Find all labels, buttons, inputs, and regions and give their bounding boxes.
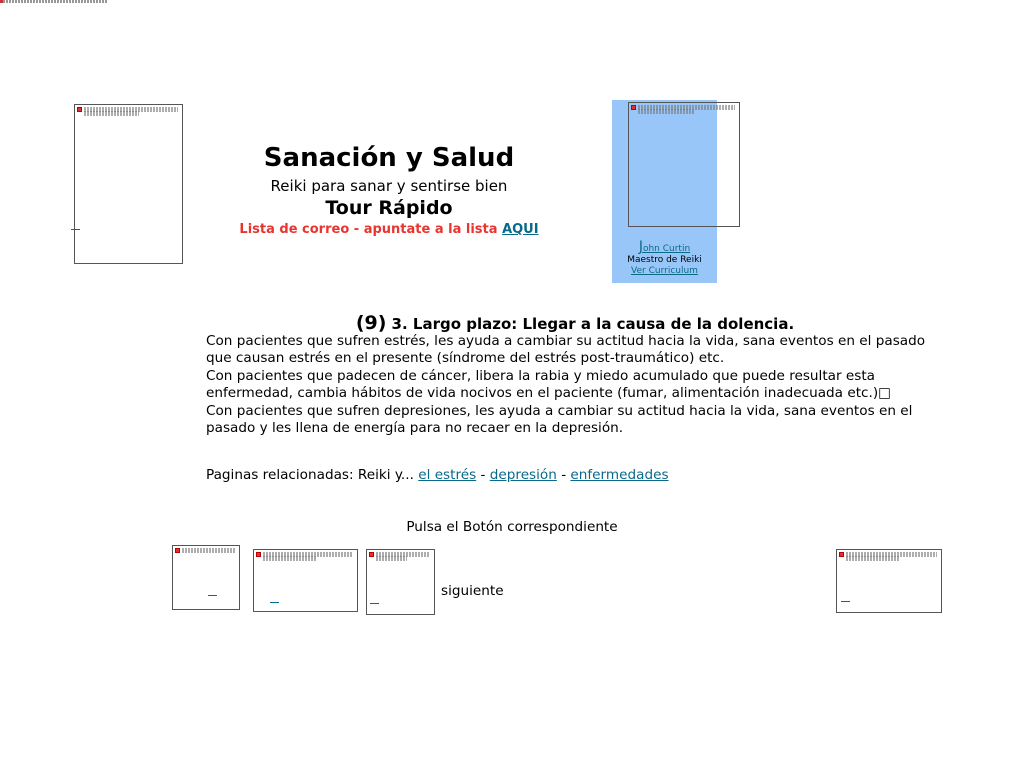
broken-image-icon (256, 552, 261, 557)
mailing-list-link[interactable]: AQUI (502, 222, 539, 237)
page-subtitle: Reiki para sanar y sentirse bien (270, 177, 508, 195)
author-name: ohn Curtin (642, 244, 691, 254)
nav-instruction: Pulsa el Botón correspondiente (406, 519, 618, 535)
related-link-depression[interactable]: depresión (489, 467, 557, 483)
paragraph-cancer (206, 368, 941, 403)
image-alt-text (638, 109, 695, 114)
author-initial: J (638, 239, 643, 255)
author-cv-link[interactable]: Ver Curriculum (631, 266, 698, 276)
nav-button-home[interactable] (172, 545, 240, 610)
section-number: (9) (355, 312, 387, 334)
paragraph-depression: Con pacientes que sufren depresiones, les ayuda a cambiar su actitud hacia la vida, sana eventos en el pasado y les llena de energía para no recaer en la depresión. (206, 402, 913, 437)
page-title: Sanación y Salud (263, 143, 515, 173)
paragraph-cancer-text: Con pacientes que padecen de cáncer, libera la rabia y miedo acumulado que puede resultar esta enfermedad, cambia hábitos de vida nocivos en el paciente (fumar, alimentación inadecuada etc.) (206, 367, 879, 402)
related-pages (206, 466, 669, 484)
top-broken-image-strip (0, 0, 107, 3)
author-photo (628, 102, 740, 227)
related-link-illnesses[interactable]: enfermedades (570, 467, 669, 483)
nav-link-index[interactable] (270, 602, 279, 603)
nav-link-next[interactable] (841, 601, 850, 602)
paragraph-stress: Con pacientes que sufren estrés, les ayuda a cambiar su actitud hacia la vida, sana eventos en el pasado que causan estrés en el presente (síndrome del estrés post-traumático) etc. (206, 333, 926, 367)
image-alt-text (846, 556, 899, 561)
section-heading-text: 3. Largo plazo: Llegar a la causa de la dolencia. (391, 315, 795, 333)
broken-image-icon (631, 105, 636, 110)
left-image-link[interactable] (71, 229, 80, 230)
broken-image-icon (77, 107, 82, 112)
related-link-stress[interactable]: el estrés (418, 467, 477, 483)
author-info (612, 239, 717, 277)
nav-button-previous[interactable] (366, 549, 435, 615)
nav-link-previous[interactable] (370, 603, 379, 604)
nav-link-home[interactable] (208, 595, 217, 596)
mailing-list-line (200, 220, 578, 240)
broken-image-icon (839, 552, 844, 557)
image-alt-text (84, 111, 139, 116)
section-body (206, 333, 941, 437)
related-label: Paginas relacionadas: Reiki y... (206, 467, 414, 483)
related-separator: - (480, 467, 486, 483)
broken-image-icon (369, 552, 374, 557)
broken-image-icon (175, 548, 180, 553)
header-block (200, 140, 578, 240)
missing-glyph-box: □ (878, 385, 891, 402)
tour-title: Tour Rápido (325, 197, 453, 219)
mailing-list-text: Lista de correo - apuntate a la lista (239, 222, 498, 237)
nav-button-index[interactable] (253, 549, 358, 612)
related-separator: - (561, 467, 567, 483)
image-alt-text (376, 556, 407, 561)
author-name-link[interactable] (612, 239, 717, 255)
left-header-image (74, 104, 183, 264)
next-label[interactable]: siguiente (441, 583, 504, 599)
author-role: Maestro de Reiki (627, 255, 702, 265)
image-alt-text (263, 556, 316, 561)
nav-button-next[interactable] (836, 549, 942, 613)
image-alt-text (182, 548, 235, 553)
